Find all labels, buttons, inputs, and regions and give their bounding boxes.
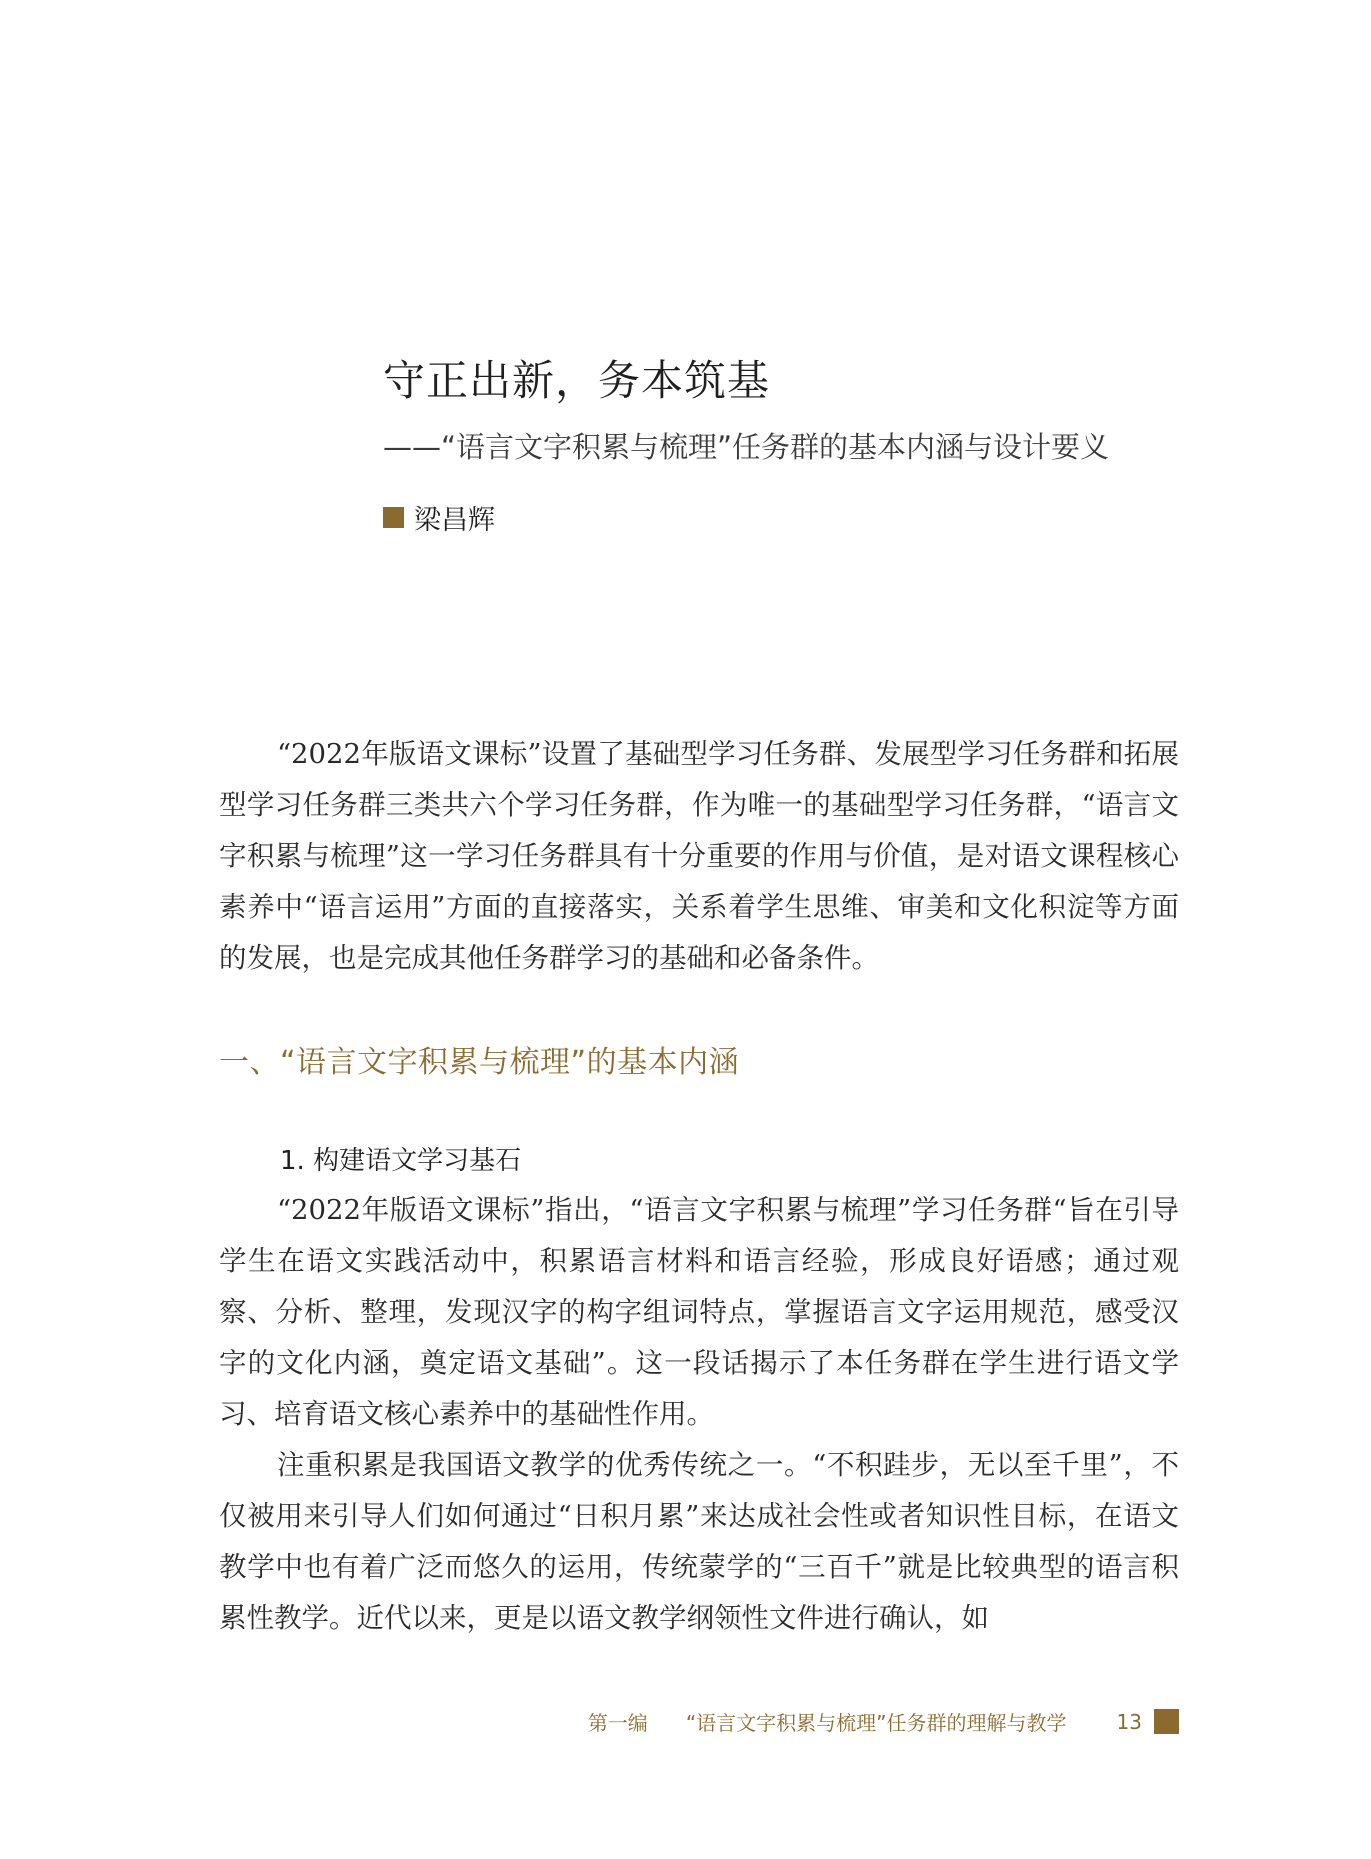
- body-paragraph: “2022年版语文课标”指出，“语言文字积累与梳理”学习任务群“旨在引导学生在语文实践活动中，积累语言材料和语言经验，形成良好语感；通过观察、分析、整理，发现汉字的构字组词特点，掌握语言文字运用规范，感受汉字的文化内涵，奠定语文基础”。这一段话揭示了本任务群在学生进行语文学习、培育语文核心素养中的基础性作用。: [219, 1194, 1179, 1430]
- intro-paragraph: “2022年版语文课标”设置了基础型学习任务群、发展型学习任务群和拓展型学习任务群三类共六个学习任务群，作为唯一的基础型学习任务群，“语言文字积累与梳理”这一学习任务群具有十分重要的作用与价值，是对语文课程核心素养中“语言运用”方面的直接落实，关系着学生思维、审美和文化积淀等方面的发展，也是完成其他任务群学习的基础和必备条件。: [219, 738, 1179, 974]
- footer-chapter: 第一编: [587, 1711, 648, 1735]
- article-subtitle: ——“语言文字积累与梳理”任务群的基本内涵与设计要义: [383, 430, 1110, 464]
- footer-square-icon: [1154, 1709, 1179, 1734]
- author-square-icon: [383, 507, 404, 528]
- article-title: 守正出新，务本筑基: [383, 356, 771, 405]
- footer-book-title: “语言文字积累与梳理”任务群的理解与教学: [685, 1711, 1067, 1735]
- body-paragraph: 注重积累是我国语文教学的优秀传统之一。“不积跬步，无以至千里”，不仅被用来引导人们如何通过“日积月累”来达成社会性或者知识性目标，在语文教学中也有着广泛而悠久的运用，传统蒙学的“三百千”就是比较典型的语言积累性教学。近代以来，更是以语文教学纲领性文件进行确认，如: [219, 1449, 1179, 1634]
- sub-heading: 1. 构建语文学习基石: [280, 1146, 522, 1176]
- author-name: 梁昌辉: [414, 505, 495, 536]
- author-line: [383, 498, 495, 537]
- section-heading: 一、“语言文字积累与梳理”的基本内涵: [219, 1045, 740, 1080]
- page-footer: [588, 1707, 1179, 1736]
- page-number: 13: [1116, 1709, 1142, 1734]
